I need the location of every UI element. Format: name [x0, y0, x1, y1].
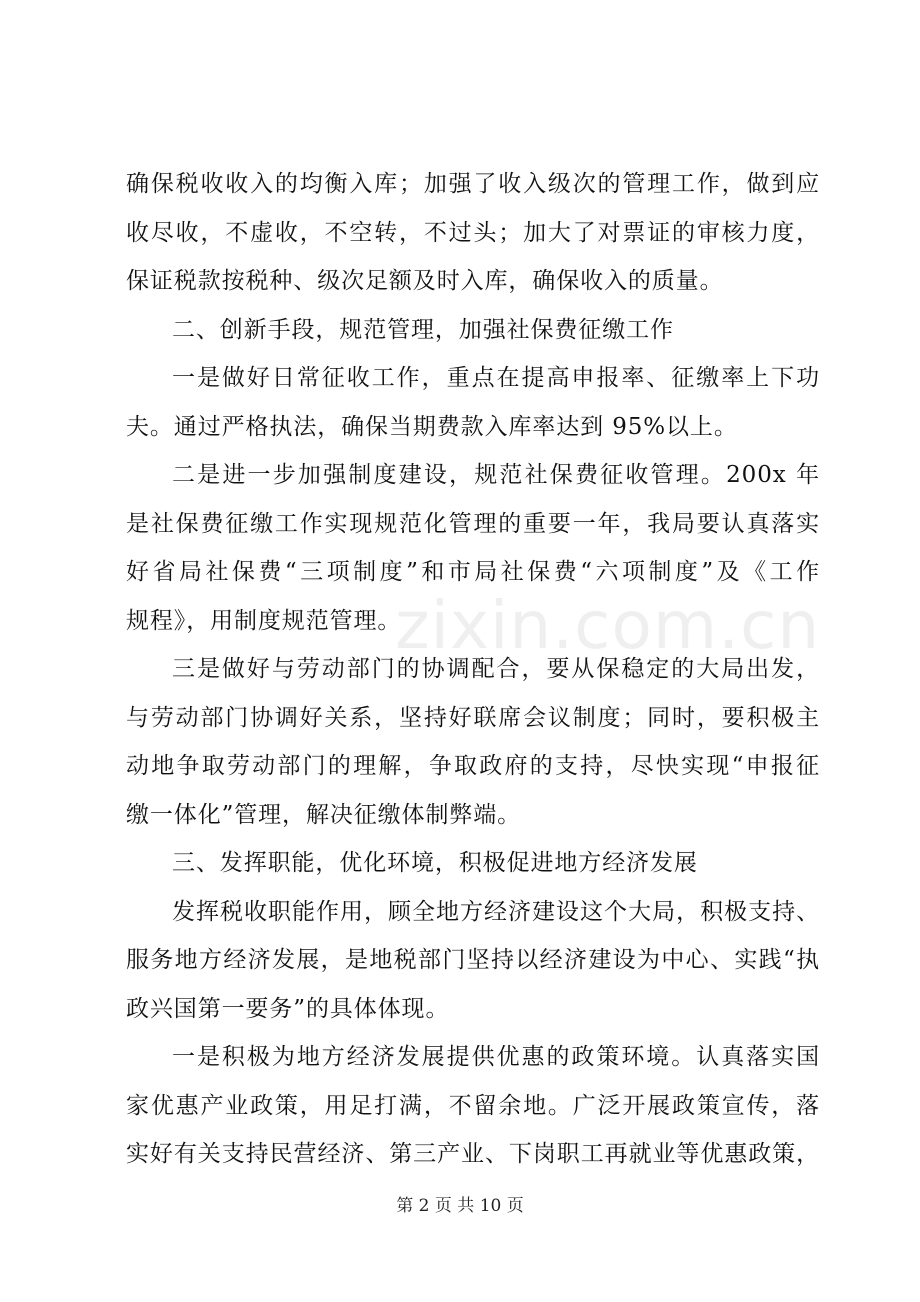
page-number-footer: 第 2 页 共 10 页 [396, 1196, 524, 1216]
text-line: 一是积极为地方经济发展提供优惠的政策环境。认真落实国 [172, 1044, 820, 1070]
text-line: 夫。通过严格执法，确保当期费款入库率达到 95%以上。 [126, 414, 738, 440]
text-line: 实好有关支持民营经济、第三产业、下岗职工再就业等优惠政策， [126, 1141, 820, 1167]
text-line: 动地争取劳动部门的理解，争取政府的支持，尽快实现“申报征 [126, 753, 820, 779]
text-line: 二是进一步加强制度建设，规范社保费征收管理。200x 年 [172, 462, 820, 488]
text-line: 规程》，用制度规范管理。 [126, 608, 402, 634]
text-line: 服务地方经济发展，是地税部门坚持以经济建设为中心、实践“执 [126, 947, 820, 973]
text-line: 好省局社保费“三项制度”和市局社保费“六项制度”及《工作 [126, 559, 820, 585]
text-line: 收尽收，不虚收，不空转，不过头；加大了对票证的审核力度， [126, 220, 820, 246]
text-line: 是社保费征缴工作实现规范化管理的重要一年，我局要认真落实 [126, 511, 820, 537]
text-line: 确保税收收入的均衡入库；加强了收入级次的管理工作，做到应 [126, 171, 820, 197]
text-line: 家优惠产业政策，用足打满，不留余地。广泛开展政策宣传，落 [126, 1093, 820, 1119]
text-line: 三是做好与劳动部门的协调配合，要从保稳定的大局出发， [172, 656, 820, 682]
watermark: zixin.com.cn [395, 587, 821, 664]
text-line: 缴一体化”管理，解决征缴体制弊端。 [126, 802, 522, 828]
text-line: 保证税款按税种、级次足额及时入库，确保收入的质量。 [126, 268, 724, 294]
text-line: 发挥税收职能作用，顾全地方经济建设这个大局，积极支持、 [172, 899, 820, 925]
text-line: 政兴国第一要务”的具体体现。 [126, 996, 450, 1022]
text-line: 与劳动部门协调好关系，坚持好联席会议制度；同时，要积极主 [126, 705, 820, 731]
text-line: 一是做好日常征收工作，重点在提高申报率、征缴率上下功 [172, 365, 820, 391]
section-heading: 二、创新手段，规范管理，加强社保费征缴工作 [172, 317, 674, 343]
section-heading: 三、发挥职能，优化环境，积极促进地方经济发展 [172, 850, 698, 876]
